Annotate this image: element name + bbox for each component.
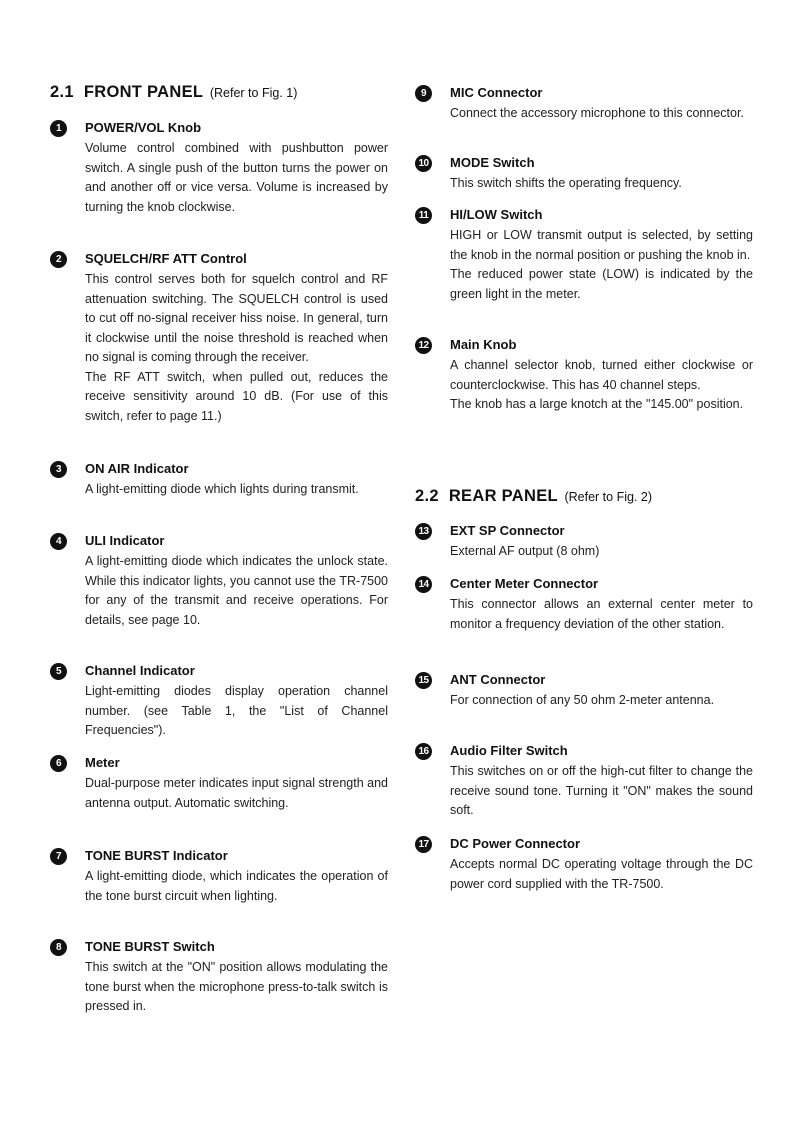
item-number-badge: 17 xyxy=(415,836,432,853)
item-paragraph: A light-emitting diode which indicates the unlock state. While this indicator lights, you cannot use the TR-7500 for any of the transmit and receive operations. For details, see page 10. xyxy=(85,554,388,627)
item-title: Audio Filter Switch xyxy=(450,743,568,758)
item-title: POWER/VOL Knob xyxy=(85,120,202,135)
item-title: TONE BURST Switch xyxy=(85,939,215,954)
item-paragraph: This control serves both for squelch control and RF attenuation switching. The SQUELCH control is used to cut off no-signal receiver hiss noise. In general, turn it clockwise until the noise threshold is reached when no signal is coming through the receiver. xyxy=(85,272,388,364)
item-description xyxy=(85,270,388,426)
item-paragraph: This connector allows an external center meter to monitor a frequency deviation of the other station. xyxy=(450,597,753,631)
item-description xyxy=(450,226,753,304)
item-title: DC Power Connector xyxy=(450,836,581,851)
item-title: HI/LOW Switch xyxy=(450,207,543,222)
item-paragraph: A channel selector knob, turned either clockwise or counterclockwise. This has 40 channel steps. xyxy=(450,358,753,392)
item-description xyxy=(450,595,753,634)
section-number: 2.2 xyxy=(415,487,439,505)
figure-reference: (Refer to Fig. 1) xyxy=(209,86,298,100)
item-number-badge: 13 xyxy=(415,523,432,540)
item-description xyxy=(450,174,753,194)
item-description xyxy=(85,958,388,1017)
item-number-badge: 2 xyxy=(50,251,67,268)
item-paragraph: This switch at the "ON" position allows modulating the tone burst when the microphone press-to-talk switch is pressed in. xyxy=(85,960,388,1013)
item-paragraph: Accepts normal DC operating voltage through the DC power cord supplied with the TR-7500. xyxy=(450,857,753,891)
item-number-badge: 15 xyxy=(415,672,432,689)
item-title: ANT Connector xyxy=(450,672,546,687)
item-description xyxy=(450,855,753,894)
section-heading-rear-panel xyxy=(415,487,652,506)
item-paragraph: External AF output (8 ohm) xyxy=(450,544,600,558)
item-title: Meter xyxy=(85,755,120,770)
item-description xyxy=(85,867,388,906)
item-description xyxy=(450,356,753,415)
item-number-badge: 6 xyxy=(50,755,67,772)
item-paragraph: HIGH or LOW transmit output is selected, by setting the knob in the normal position or pushing the knob in. xyxy=(450,228,753,262)
item-description xyxy=(85,774,388,813)
item-paragraph: Light-emitting diodes display operation channel number. (see Table 1, the "List of Channel Frequencies"). xyxy=(85,684,388,737)
item-paragraph: Volume control combined with pushbutton power switch. A single push of the button turns the power on and another off or vice versa. Volume is increased by turning the knob clockwise. xyxy=(85,141,388,214)
item-paragraph: The knob has a large knotch at the "145.00" position. xyxy=(450,397,744,411)
item-description xyxy=(85,682,388,741)
item-number-badge: 7 xyxy=(50,848,67,865)
item-title: Main Knob xyxy=(450,337,517,352)
item-description xyxy=(450,691,753,711)
item-paragraph: This switches on or off the high-cut filter to change the receive sound tone. Turning it "ON" makes the sound soft. xyxy=(450,764,753,817)
item-number-badge: 5 xyxy=(50,663,67,680)
item-description xyxy=(85,480,388,500)
item-description xyxy=(85,552,388,630)
item-number-badge: 10 xyxy=(415,155,432,172)
item-description xyxy=(85,139,388,217)
item-title: EXT SP Connector xyxy=(450,523,565,538)
item-number-badge: 11 xyxy=(415,207,432,224)
section-number: 2.1 xyxy=(50,83,74,101)
item-number-badge: 1 xyxy=(50,120,67,137)
figure-reference: (Refer to Fig. 2) xyxy=(564,490,653,504)
item-number-badge: 16 xyxy=(415,743,432,760)
item-title: SQUELCH/RF ATT Control xyxy=(85,251,247,266)
item-paragraph: The RF ATT switch, when pulled out, reduces the receive sensitivity around 10 dB. (For use of this switch, refer to page 11.) xyxy=(85,369,388,423)
section-title: REAR PANEL xyxy=(448,487,558,505)
item-number-badge: 14 xyxy=(415,576,432,593)
section-heading-front-panel xyxy=(50,83,297,102)
item-number-badge: 9 xyxy=(415,85,432,102)
item-paragraph: For connection of any 50 ohm 2-meter antenna. xyxy=(450,693,715,707)
item-paragraph: The reduced power state (LOW) is indicated by the green light in the meter. xyxy=(450,267,753,301)
item-title: ULI Indicator xyxy=(85,533,165,548)
item-number-badge: 8 xyxy=(50,939,67,956)
item-description xyxy=(450,762,753,821)
item-paragraph: This switch shifts the operating frequency. xyxy=(450,176,682,190)
item-title: ON AIR Indicator xyxy=(85,461,189,476)
item-paragraph: Connect the accessory microphone to this connector. xyxy=(450,106,744,120)
item-title: Channel Indicator xyxy=(85,663,195,678)
section-title: FRONT PANEL xyxy=(83,83,203,101)
item-number-badge: 4 xyxy=(50,533,67,550)
item-title: Center Meter Connector xyxy=(450,576,599,591)
item-number-badge: 3 xyxy=(50,461,67,478)
item-title: TONE BURST Indicator xyxy=(85,848,228,863)
item-paragraph: Dual-purpose meter indicates input signal strength and antenna output. Automatic switching. xyxy=(85,776,388,810)
item-number-badge: 12 xyxy=(415,337,432,354)
item-title: MIC Connector xyxy=(450,85,543,100)
item-paragraph: A light-emitting diode which lights during transmit. xyxy=(85,482,359,496)
item-description xyxy=(450,104,753,124)
item-title: MODE Switch xyxy=(450,155,535,170)
item-description xyxy=(450,542,753,562)
item-paragraph: A light-emitting diode, which indicates the operation of the tone burst circuit when lighting. xyxy=(85,869,388,903)
